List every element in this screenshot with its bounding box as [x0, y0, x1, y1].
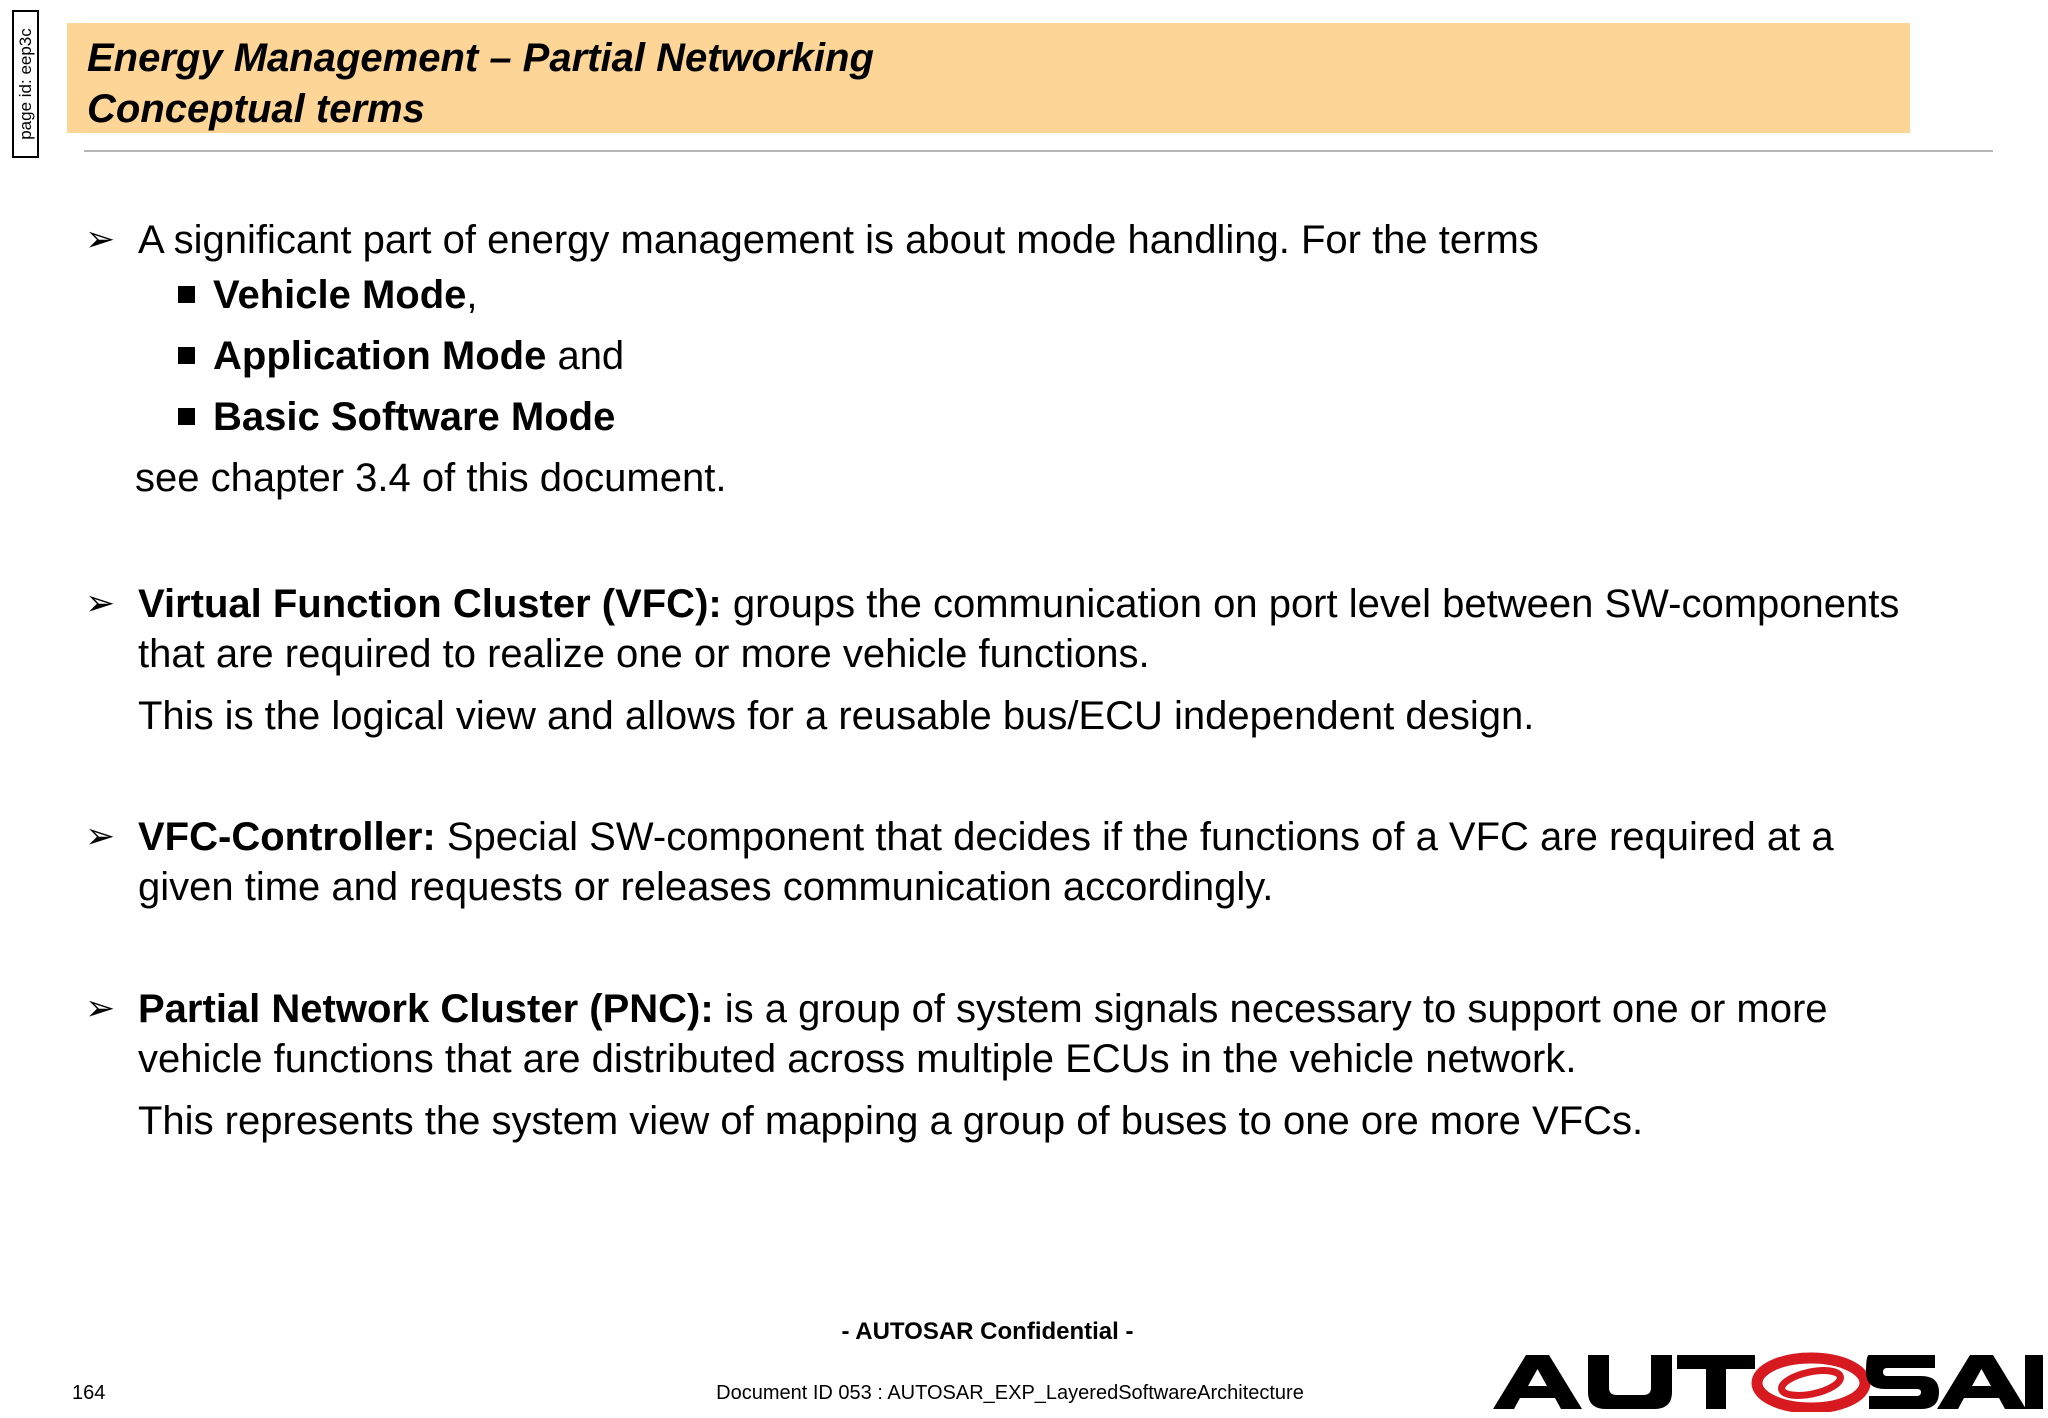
page-title: Energy Management – Partial Networking	[87, 36, 874, 80]
bullet-text	[138, 812, 1925, 912]
arrow-bullet-icon: ➢	[85, 583, 116, 624]
sub-item-application-mode	[178, 326, 1925, 387]
square-bullet-icon	[178, 408, 195, 425]
pnc-extra-text: This represents the system view of mapping a group of buses to one ore more VFCs.	[138, 1099, 1644, 1143]
term-vfc: Virtual Function Cluster (VFC):	[138, 582, 722, 626]
bullet-mode-handling	[85, 215, 1925, 509]
bullet-text	[138, 984, 1925, 1084]
bullet-vfc-controller	[85, 812, 1925, 912]
autosar-logo	[1493, 1352, 2043, 1412]
sub-item-term: Basic Software Mode	[213, 395, 616, 439]
sub-item-vehicle-mode	[178, 265, 1925, 326]
sub-item-rest: ,	[466, 273, 478, 317]
arrow-bullet-icon: ➢	[85, 816, 116, 857]
bullet-pnc	[85, 984, 1925, 1146]
square-bullet-icon	[178, 347, 195, 364]
sub-item-term: Vehicle Mode	[213, 273, 467, 317]
page-number: 164	[72, 1382, 106, 1404]
sub-item-rest: and	[546, 334, 625, 378]
arrow-bullet-icon: ➢	[85, 219, 116, 260]
bullet-text: A significant part of energy management is about mode handling. For the terms	[138, 218, 1539, 262]
sub-item-term: Application Mode	[213, 334, 547, 378]
title-bar	[67, 23, 1910, 133]
document-id: Document ID 053 : AUTOSAR_EXP_LayeredSoftwareArchitecture	[716, 1382, 1304, 1404]
square-bullet-icon	[178, 286, 195, 303]
arrow-bullet-icon: ➢	[85, 988, 116, 1029]
logo-text: AUTOSAR	[1493, 1352, 1498, 1353]
page-subtitle: Conceptual terms	[87, 87, 425, 131]
term-pnc: Partial Network Cluster (PNC):	[138, 987, 714, 1031]
page-id-label	[12, 10, 39, 158]
see-chapter-text: see chapter 3.4 of this document.	[135, 456, 727, 500]
bullet-text	[138, 579, 1925, 679]
bullet-vfc	[85, 579, 1925, 741]
definition-vfc-controller: Special SW-component that decides if the functions of a VFC are required at a given time and requests or releases communication accordingly.	[138, 815, 1834, 909]
definition-pnc: is a group of system signals necessary to support one or more vehicle functions that are distributed across multiple ECUs in the vehicle network.	[138, 987, 1828, 1081]
term-vfc-controller: VFC-Controller:	[138, 815, 436, 859]
confidential-notice: - AUTOSAR Confidential -	[841, 1318, 1134, 1345]
title-divider	[84, 150, 1993, 152]
vfc-extra-text: This is the logical view and allows for a reusable bus/ECU independent design.	[138, 694, 1535, 738]
sub-item-bsw-mode	[178, 387, 1925, 448]
definition-vfc: groups the communication on port level between SW-components that are required to realize one or more vehicle functions.	[138, 582, 1900, 676]
page-id-text: page id: eep3c	[15, 28, 35, 140]
